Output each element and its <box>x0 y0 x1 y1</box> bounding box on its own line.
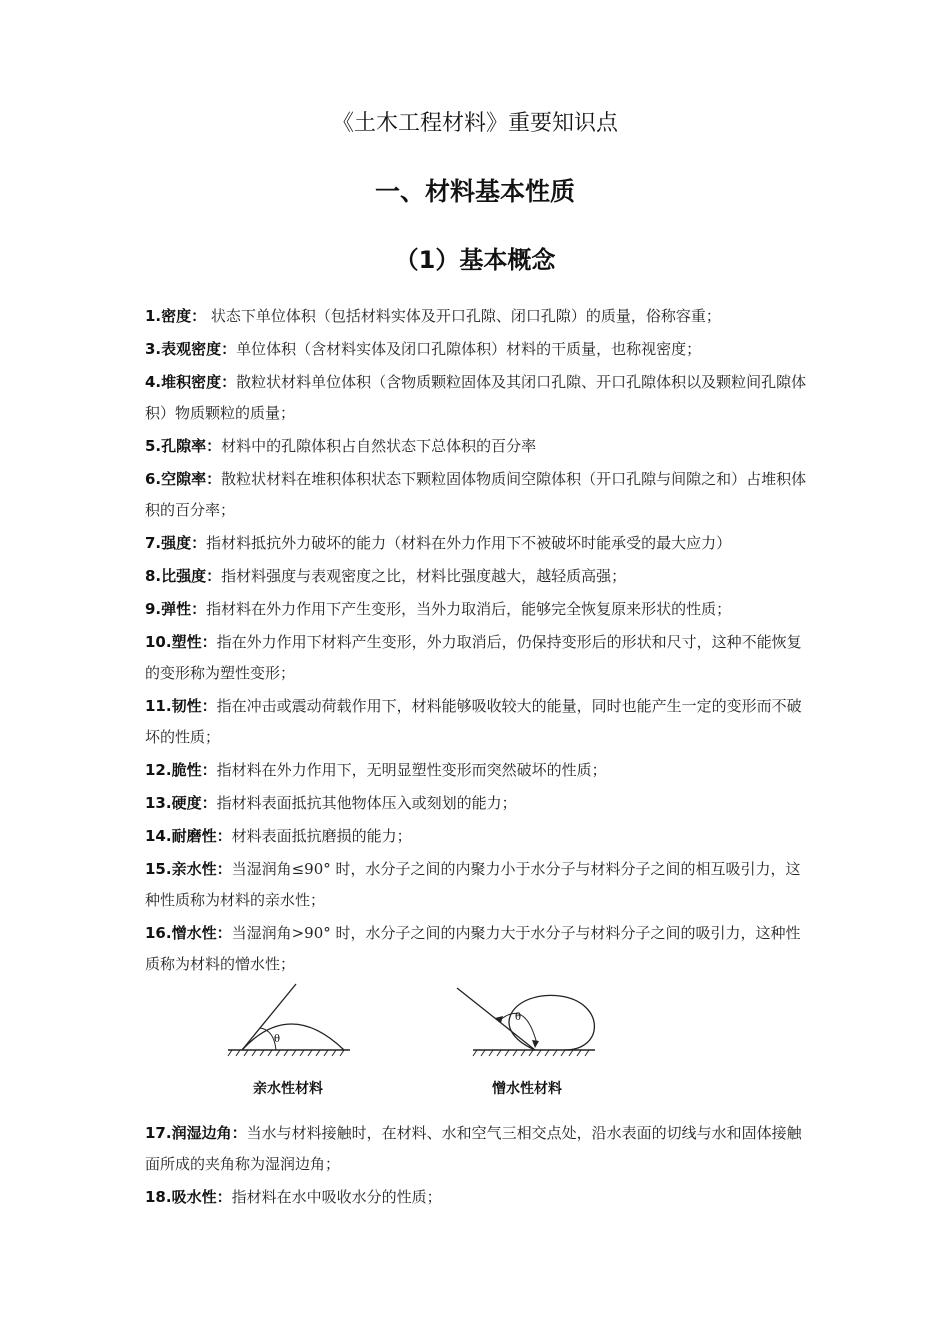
definition-text: 散粒状材料单位体积（含物质颗粒固体及其闭口孔隙、开口孔隙体积以及颗粒间孔隙体积）物质颗粒的质量； <box>145 373 807 422</box>
definition-text: 当湿润角>90° 时，水分子之间的内聚力大于水分子与材料分子之间的吸引力，这种性质称为材料的憎水性； <box>145 924 801 973</box>
droplet-outline <box>509 995 594 1050</box>
definition-item <box>145 821 815 852</box>
hydrophilic-caption: 亲水性材料 <box>253 1081 323 1097</box>
definition-item <box>145 1182 815 1213</box>
definition-item <box>145 431 815 462</box>
definition-term: 6.空隙率： <box>145 470 222 488</box>
hydrophobic-diagram <box>455 978 605 1068</box>
tangent-line <box>242 984 296 1050</box>
definition-term: 11.韧性： <box>145 697 217 715</box>
definition-text: 当水与材料接触时，在材料、水和空气三相交点处，沿水表面的切线与水和固体接触面所成的夹角称为湿润边角； <box>145 1124 802 1173</box>
definition-item <box>145 594 815 625</box>
definition-term: 13.硬度： <box>145 794 217 812</box>
definition-text: 指材料在外力作用下产生变形，当外力取消后，能够完全恢复原来形状的性质； <box>206 600 732 618</box>
tangent-line <box>457 988 535 1050</box>
definition-text: 指材料在外力作用下，无明显塑性变形而突然破坏的性质； <box>216 761 607 779</box>
definition-item <box>145 788 815 819</box>
definition-term: 4.堆积密度： <box>145 373 237 391</box>
definition-text: 散粒状材料在堆积体积状态下颗粒固体物质间空隙体积（开口孔隙与间隙之和）占堆积体积的百分率； <box>145 470 807 519</box>
definition-item <box>145 367 815 429</box>
definition-item <box>145 1118 815 1180</box>
theta-label: θ <box>515 1012 522 1023</box>
hydrophobic-caption: 憎水性材料 <box>492 1081 562 1097</box>
definition-term: 7.强度： <box>145 534 207 552</box>
arrow-head <box>532 1040 539 1048</box>
definition-item <box>145 301 815 332</box>
definition-item <box>145 561 815 592</box>
definition-term: 14.耐磨性： <box>145 827 232 845</box>
definition-item <box>145 854 815 916</box>
definition-term: 10.塑性： <box>145 633 217 651</box>
definition-term: 9.弹性： <box>145 600 207 618</box>
definition-list-continued <box>145 1118 815 1215</box>
definition-item <box>145 918 815 980</box>
definition-term: 16.憎水性： <box>145 924 232 942</box>
definition-item <box>145 691 815 753</box>
definition-text: 材料表面抵抗磨损的能力； <box>231 827 412 845</box>
definition-item <box>145 464 815 526</box>
definition-item <box>145 627 815 689</box>
definition-term: 12.脆性： <box>145 761 217 779</box>
definition-term: 8.比强度： <box>145 567 222 585</box>
definition-term: 15.亲水性： <box>145 860 232 878</box>
document-title: 《土木工程材料》重要知识点 <box>331 111 618 136</box>
definition-text: 当湿润角≤90° 时，水分子之间的内聚力小于水分子与材料分子之间的相互吸引力，这种性质称为材料的亲水性； <box>145 860 801 909</box>
section-heading: 一、材料基本性质 <box>374 177 575 206</box>
definition-item <box>145 334 815 365</box>
definition-text: 指在冲击或震动荷载作用下，材料能够吸收较大的能量，同时也能产生一定的变形而不破坏的性质； <box>145 697 802 746</box>
definition-text: 指材料抵抗外力破坏的能力（材料在外力作用下不被破坏时能承受的最大应力） <box>206 534 732 552</box>
definition-text: 材料中的孔隙体积占自然状态下总体积的百分率 <box>221 437 537 455</box>
surface-hatching <box>228 1050 344 1056</box>
definition-term: 5.孔隙率： <box>145 437 222 455</box>
theta-label: θ <box>274 1034 281 1045</box>
definition-text: 状态下单位体积（包括材料实体及开口孔隙、闭口孔隙）的质量，俗称容重； <box>206 307 721 325</box>
definition-text: 指材料强度与表观密度之比，材料比强度越大，越轻质高强； <box>221 567 627 585</box>
definition-term: 1.密度： <box>145 307 207 325</box>
surface-hatching <box>473 1050 589 1056</box>
hydrophilic-diagram <box>220 978 360 1068</box>
definition-list <box>145 301 815 982</box>
definition-text: 单位体积（含材料实体及闭口孔隙体积）材料的干质量，也称视密度； <box>236 340 702 358</box>
definition-item <box>145 755 815 786</box>
definition-item <box>145 528 815 559</box>
definition-text: 指材料表面抵抗其他物体压入或刻划的能力； <box>216 794 517 812</box>
subsection-heading: （1）基本概念 <box>394 246 556 274</box>
definition-term: 18.吸水性： <box>145 1188 232 1206</box>
definition-term: 17.润湿边角： <box>145 1124 247 1142</box>
definition-text: 指材料在水中吸收水分的性质； <box>231 1188 442 1206</box>
droplet-outline <box>242 1024 344 1050</box>
definition-term: 3.表观密度： <box>145 340 237 358</box>
definition-text: 指在外力作用下材料产生变形，外力取消后，仍保持变形后的形状和尺寸，这种不能恢复的变形称为塑性变形； <box>145 633 802 682</box>
